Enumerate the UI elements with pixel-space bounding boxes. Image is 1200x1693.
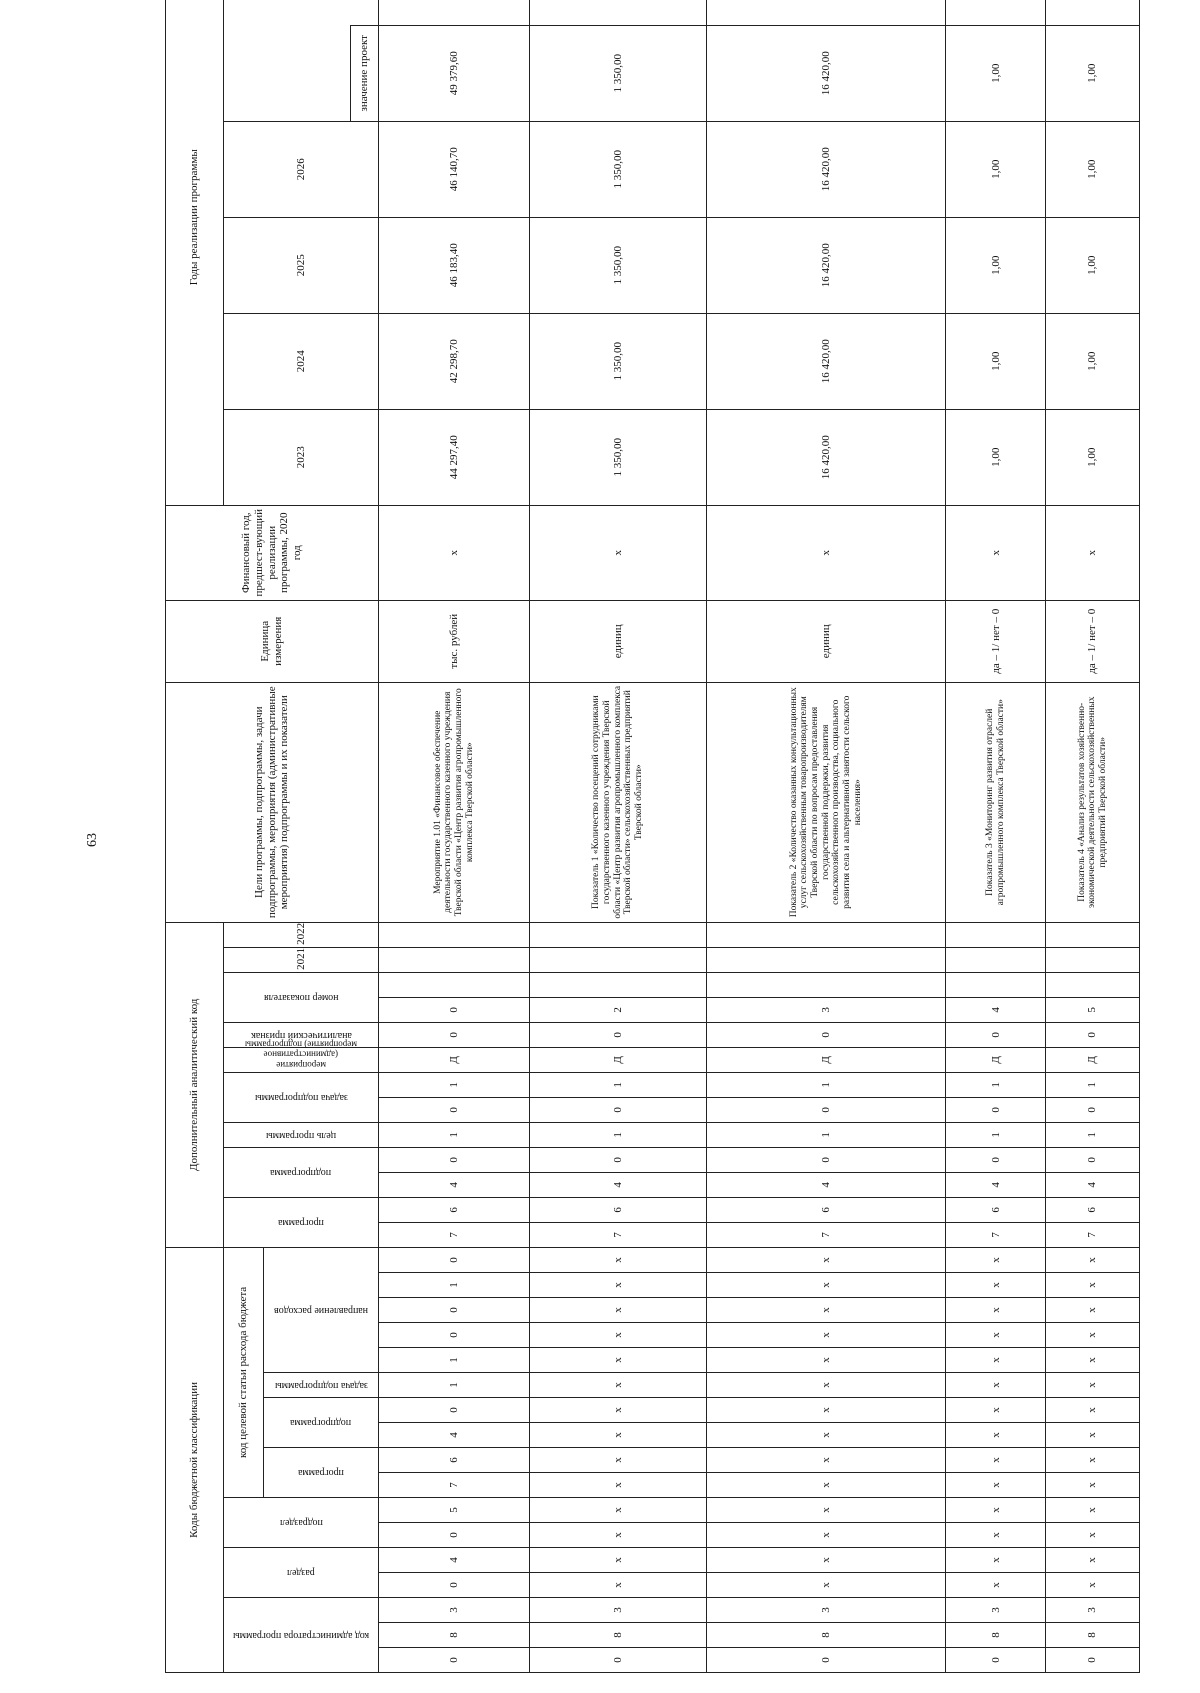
code-cell: 8 <box>379 1623 530 1648</box>
year-value-cell: 42 298,70 <box>379 313 530 409</box>
program-goal-header: цель программы <box>265 1129 337 1141</box>
code-cell: 1 <box>946 1072 1046 1097</box>
prev-year-cell: x <box>706 505 945 600</box>
description-cell: Показатель 4 «Анализ результатов хозяйственно-экономической деятельности сельскохозяйственных предприятий Тверской области» <box>1045 682 1139 922</box>
code-cell: x <box>1045 1573 1139 1598</box>
code-cell: x <box>1045 1273 1139 1298</box>
year-value-cell: 16 420,00 <box>706 313 945 409</box>
code-cell: 4 <box>706 1172 945 1197</box>
year-value-cell: 1,00 <box>946 121 1046 217</box>
code-cell: 1 <box>1045 1072 1139 1097</box>
code-cell: x <box>1045 1373 1139 1398</box>
code-cell: 0 <box>530 1648 707 1673</box>
code-cell: 8 <box>706 1623 945 1648</box>
code-cell: 6 <box>379 1448 530 1473</box>
code-cell: 0 <box>706 1648 945 1673</box>
prev-year-cell: x <box>530 505 707 600</box>
code-cell: 0 <box>379 1523 530 1548</box>
code-cell: 4 <box>1045 1172 1139 1197</box>
year-value-cell <box>946 0 1046 25</box>
code-cell: 1 <box>530 1122 707 1147</box>
year-value-cell: 1 350,00 <box>530 25 707 121</box>
code-cell: 0 <box>1045 1147 1139 1172</box>
year-2022-header: 2022 <box>224 922 379 947</box>
code-cell: x <box>1045 1348 1139 1373</box>
add-program-header: программа <box>278 1217 324 1229</box>
unit-header: Единица измерения <box>166 600 379 682</box>
code-cell: 6 <box>1045 1197 1139 1222</box>
expense-direction-header: направление расходов <box>274 1304 368 1316</box>
code-cell: 0 <box>379 1573 530 1598</box>
program-table <box>165 0 1140 1673</box>
code-cell: 0 <box>379 1648 530 1673</box>
code-cell: x <box>706 1473 945 1498</box>
code-cell <box>1045 972 1139 997</box>
code-cell: x <box>946 1498 1046 1523</box>
code-cell: x <box>530 1298 707 1323</box>
code-cell: x <box>706 1448 945 1473</box>
code-cell <box>706 972 945 997</box>
code-cell: 0 <box>379 1323 530 1348</box>
code-cell: 6 <box>946 1197 1046 1222</box>
unit-cell: да – 1/ нет – 0 <box>1045 600 1139 682</box>
code-cell: 0 <box>1045 1648 1139 1673</box>
code-cell: 1 <box>1045 1122 1139 1147</box>
code-cell: 0 <box>379 1147 530 1172</box>
subprogram-task-header: задача подпрограммы <box>274 1379 368 1391</box>
goals-header: Цели программы, подпрограммы, задачи подпрограммы, мероприятия (административные мероприятия) подпрограммы и их показатели <box>166 682 379 922</box>
code-cell: x <box>946 1348 1046 1373</box>
code-cell: 3 <box>530 1598 707 1623</box>
description-cell: Показатель 1 «Количество посещений сотрудниками государственного казенного учреждения Тверской области «Центр развития агропромышленного комплекса Тверской области» сельскохозяйственных предприятий Тверской области» <box>530 682 707 922</box>
year-value-cell: 1,00 <box>1045 313 1139 409</box>
unit-cell: да – 1/ нет – 0 <box>946 600 1046 682</box>
code-cell: 0 <box>379 1097 530 1122</box>
code-cell: 7 <box>379 1222 530 1247</box>
code-cell: x <box>530 1448 707 1473</box>
year-2025-header: 2025 <box>224 217 379 313</box>
add-subprogram-header: подпрограмма <box>270 1167 332 1179</box>
code-cell: 4 <box>379 1423 530 1448</box>
admin-code-header: код администратора программы <box>232 1629 370 1641</box>
code-cell <box>1045 947 1139 972</box>
code-cell: x <box>946 1298 1046 1323</box>
year-value-cell <box>706 0 945 25</box>
program-header: программа <box>298 1467 344 1479</box>
code-cell: x <box>1045 1473 1139 1498</box>
code-cell: 8 <box>1045 1623 1139 1648</box>
year-value-cell: 1 350,00 <box>530 313 707 409</box>
year-2023-header: 2023 <box>224 409 379 505</box>
code-cell <box>379 947 530 972</box>
code-cell: x <box>706 1247 945 1272</box>
indicator-number-header: номер показателя <box>263 992 339 1004</box>
rotated-page <box>165 13 1165 1673</box>
code-cell: x <box>706 1498 945 1523</box>
code-cell: x <box>706 1523 945 1548</box>
code-cell: 0 <box>379 997 530 1022</box>
code-cell: x <box>530 1373 707 1398</box>
code-cell: x <box>706 1348 945 1373</box>
code-cell: x <box>1045 1298 1139 1323</box>
code-cell: 3 <box>1045 1598 1139 1623</box>
code-cell: x <box>530 1523 707 1548</box>
description-cell: Показатель 2 «Количество оказанных консультационных услуг сельскохозяйственным товаропроизводителям Тверской области по вопросам предоставления государственной поддержки, развития сельскохозяйственного производства, социального развития села и альтернативной занятости сельского населения» <box>706 682 945 922</box>
prev-year-cell: x <box>379 505 530 600</box>
code-cell: x <box>530 1348 707 1373</box>
code-cell: x <box>530 1573 707 1598</box>
code-cell: 1 <box>706 1122 945 1147</box>
code-cell <box>1045 922 1139 947</box>
subprogram-header: подпрограмма <box>290 1417 352 1429</box>
code-cell: 0 <box>379 1247 530 1272</box>
code-cell: 1 <box>379 1072 530 1097</box>
code-cell: x <box>530 1548 707 1573</box>
code-cell: x <box>530 1398 707 1423</box>
target-sub-header: значение проект <box>351 25 379 121</box>
code-cell: x <box>946 1323 1046 1348</box>
code-cell: 0 <box>706 1022 945 1047</box>
code-cell: 7 <box>946 1222 1046 1247</box>
year-value-cell: 1,00 <box>946 313 1046 409</box>
table-row <box>706 0 945 1673</box>
code-cell <box>530 922 707 947</box>
code-cell: 0 <box>946 1147 1046 1172</box>
code-cell: 0 <box>530 1147 707 1172</box>
code-cell: Д <box>530 1047 707 1072</box>
year-value-cell: 46 183,40 <box>379 217 530 313</box>
code-cell: 1 <box>946 1122 1046 1147</box>
year-value-cell: 1,00 <box>1045 217 1139 313</box>
code-cell: 3 <box>706 1598 945 1623</box>
code-cell: 7 <box>1045 1222 1139 1247</box>
code-cell: x <box>530 1498 707 1523</box>
prev-year-header: Финансовый год, предшест-вующий реализации программы, 2020 год <box>166 505 379 600</box>
code-cell: x <box>1045 1398 1139 1423</box>
code-cell: 7 <box>530 1222 707 1247</box>
table-row <box>1045 0 1139 1673</box>
year-value-cell: 1,00 <box>946 25 1046 121</box>
table-row <box>379 0 530 1673</box>
code-cell <box>946 922 1046 947</box>
code-cell: x <box>530 1473 707 1498</box>
description-cell: Показатель 3 «Мониторинг развития отраслей агропромышленного комплекса Тверской области» <box>946 682 1046 922</box>
code-cell: x <box>1045 1448 1139 1473</box>
code-cell: 6 <box>530 1197 707 1222</box>
code-cell: x <box>530 1247 707 1272</box>
code-cell: 5 <box>379 1498 530 1523</box>
code-cell: x <box>1045 1247 1139 1272</box>
year-value-cell: 1,00 <box>946 217 1046 313</box>
code-cell: 1 <box>530 1072 707 1097</box>
code-cell: x <box>1045 1498 1139 1523</box>
code-cell: x <box>706 1373 945 1398</box>
code-cell: x <box>530 1323 707 1348</box>
code-cell: x <box>706 1298 945 1323</box>
code-cell: x <box>706 1273 945 1298</box>
code-cell: 4 <box>946 997 1046 1022</box>
year-value-cell: 44 297,40 <box>379 409 530 505</box>
code-cell: Д <box>379 1047 530 1072</box>
code-cell: 7 <box>706 1222 945 1247</box>
code-cell: 4 <box>379 1172 530 1197</box>
unit-cell: тыс. рублей <box>379 600 530 682</box>
code-cell: 0 <box>530 1022 707 1047</box>
code-cell: 0 <box>946 1022 1046 1047</box>
year-2024-header: 2024 <box>224 313 379 409</box>
page-number: 63 <box>85 833 100 847</box>
table-row <box>530 0 707 1673</box>
code-cell <box>530 947 707 972</box>
prev-year-cell: x <box>1045 505 1139 600</box>
table-row <box>946 0 1046 1673</box>
code-cell: x <box>1045 1323 1139 1348</box>
code-cell: x <box>946 1523 1046 1548</box>
code-cell: 0 <box>379 1022 530 1047</box>
code-cell: x <box>946 1273 1046 1298</box>
year-value-cell: 1,00 <box>946 409 1046 505</box>
unit-cell: единиц <box>530 600 707 682</box>
code-cell: x <box>946 1398 1046 1423</box>
code-cell: x <box>706 1398 945 1423</box>
code-cell <box>379 972 530 997</box>
code-cell: Д <box>706 1047 945 1072</box>
code-cell: x <box>946 1473 1046 1498</box>
year-value-cell: 16 420,00 <box>706 25 945 121</box>
code-cell: x <box>530 1273 707 1298</box>
subsection-header: подраздел <box>279 1517 323 1529</box>
year-value-cell: 1,00 <box>1045 121 1139 217</box>
code-cell: 3 <box>946 1598 1046 1623</box>
years-header: Годы реализации программы <box>166 0 224 505</box>
code-cell: 1 <box>379 1373 530 1398</box>
code-cell: x <box>946 1573 1046 1598</box>
code-cell: x <box>706 1323 945 1348</box>
target-item-code-header: код целевой статьи расхода бюджета <box>224 1247 264 1497</box>
code-cell: 3 <box>379 1598 530 1623</box>
year-value-cell: 16 420,00 <box>706 217 945 313</box>
year-value-cell: 16 420,00 <box>706 409 945 505</box>
year-value-cell: 16 420,00 <box>706 121 945 217</box>
code-cell: x <box>946 1423 1046 1448</box>
code-cell: x <box>946 1247 1046 1272</box>
code-cell: 0 <box>1045 1097 1139 1122</box>
code-cell: 4 <box>379 1548 530 1573</box>
code-cell: x <box>1045 1548 1139 1573</box>
year-value-cell: 1 350,00 <box>530 409 707 505</box>
code-cell: 1 <box>706 1072 945 1097</box>
year-value-cell: 49 379,60 <box>379 25 530 121</box>
code-cell: 1 <box>379 1273 530 1298</box>
year-value-cell: 1 350,00 <box>530 217 707 313</box>
analytic-sign-header: аналитический признак <box>250 1029 352 1041</box>
code-cell: x <box>1045 1523 1139 1548</box>
year-value-cell <box>379 0 530 25</box>
code-cell <box>530 972 707 997</box>
unit-cell: единиц <box>706 600 945 682</box>
code-cell: Д <box>1045 1047 1139 1072</box>
code-cell: 6 <box>706 1197 945 1222</box>
code-cell <box>946 947 1046 972</box>
code-cell: x <box>946 1373 1046 1398</box>
code-cell <box>706 947 945 972</box>
code-cell: 0 <box>946 1648 1046 1673</box>
code-cell: 4 <box>946 1172 1046 1197</box>
code-cell: Д <box>946 1047 1046 1072</box>
prev-year-cell: x <box>946 505 1046 600</box>
code-cell: 0 <box>946 1097 1046 1122</box>
description-cell: Мероприятие 1.01 «Финансовое обеспечение деятельности государственного казенного учреждения Тверской области «Центр развития агропромышленного комплекса Тверской области» <box>379 682 530 922</box>
code-cell: x <box>706 1573 945 1598</box>
code-cell: 5 <box>1045 997 1139 1022</box>
code-cell: 2 <box>530 997 707 1022</box>
year-value-cell: 1 350,00 <box>530 121 707 217</box>
code-cell: 7 <box>379 1473 530 1498</box>
year-value-cell: 1,00 <box>1045 409 1139 505</box>
code-cell: 0 <box>706 1097 945 1122</box>
code-cell: 0 <box>706 1147 945 1172</box>
code-cell: 3 <box>706 997 945 1022</box>
additional-code-header: Дополнительный аналитический код <box>166 922 224 1247</box>
code-cell: x <box>1045 1423 1139 1448</box>
year-value-cell: 1,00 <box>1045 25 1139 121</box>
code-cell <box>706 922 945 947</box>
code-cell: 4 <box>530 1172 707 1197</box>
year-value-cell: 46 140,70 <box>379 121 530 217</box>
code-cell: 1 <box>379 1122 530 1147</box>
code-cell: 0 <box>379 1398 530 1423</box>
code-cell: 8 <box>946 1623 1046 1648</box>
code-cell <box>946 972 1046 997</box>
year-2021-header: 2021 <box>224 947 379 972</box>
code-cell <box>379 922 530 947</box>
code-cell: x <box>706 1423 945 1448</box>
code-cell: x <box>530 1423 707 1448</box>
code-cell: 6 <box>379 1197 530 1222</box>
code-cell: 0 <box>530 1097 707 1122</box>
code-cell: x <box>946 1448 1046 1473</box>
year-value-cell <box>530 0 707 25</box>
code-cell: x <box>706 1548 945 1573</box>
budget-codes-header: Коды бюджетной классификации <box>166 1247 224 1672</box>
year-2026-header: 2026 <box>224 121 379 217</box>
add-subprogram-task-header: задача подпрограммы <box>254 1092 348 1104</box>
year-value-cell <box>1045 0 1139 25</box>
code-cell: x <box>946 1548 1046 1573</box>
code-cell: 0 <box>1045 1022 1139 1047</box>
code-cell: 1 <box>379 1348 530 1373</box>
code-cell: 0 <box>379 1298 530 1323</box>
code-cell: 8 <box>530 1623 707 1648</box>
section-header: раздел <box>287 1567 315 1579</box>
activity-header: мероприятие (административное мероприятие) подпрограммы <box>244 1039 358 1070</box>
